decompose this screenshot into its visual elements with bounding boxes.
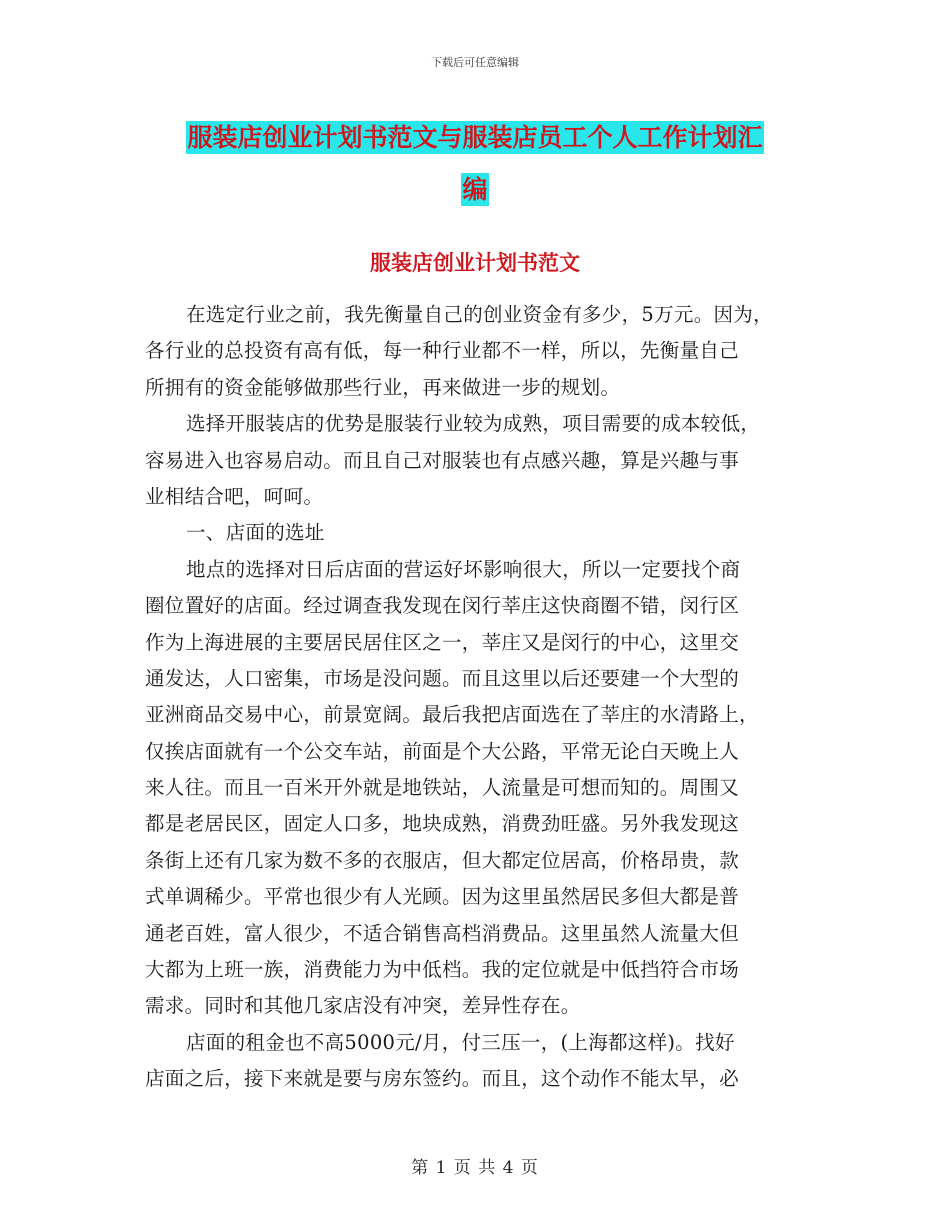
page-footer: 第 1 页 共 4 页 [411,1158,539,1178]
document-title-line-1: 服装店创业计划书范文与服装店员工个人工作计划汇 [187,123,763,152]
text-line: 地点的选择对日后店面的营运好坏影响很大，所以一定要找个商 [186,557,741,581]
text-line: 式单调稀少。平常也很少有人光顾。因为这里虽然居民多但大都是普 [145,885,740,909]
header-note: 下载后可任意编辑 [431,56,519,69]
text-line: 作为上海进展的主要居民居住区之一，莘庄又是闵行的中心，这里交 [145,630,740,654]
text-line: 店面之后，接下来就是要与房东签约。而且，这个动作不能太早，必 [145,1067,740,1091]
text-line: 各行业的总投资有高有低，每一种行业都不一样，所以，先衡量自己 [145,339,740,363]
text-line: 来人往。而且一百米开外就是地铁站，人流量是可想而知的。周围又 [145,776,740,800]
text-line: 通发达，人口密集，市场是没问题。而且这里以后还要建一个大型的 [145,666,740,690]
text-line: 选择开服装店的优势是服装行业较为成熟，项目需要的成本较低， [186,412,761,436]
text-line: 店面的租金也不高5000元/月，付三压一，(上海都这样)。找好 [186,1030,735,1054]
text-line: 都是老居民区，固定人口多，地块成熟，消费劲旺盛。另外我发现这 [145,812,740,836]
text-line: 在选定行业之前，我先衡量自己的创业资金有多少，5万元。因为， [186,303,773,326]
document-title-line-2: 编 [462,175,488,204]
body-text [145,297,845,1098]
text-line: 圈位置好的店面。经过调查我发现在闵行莘庄这快商圈不错，闵行区 [145,594,740,618]
text-line: 容易进入也容易启动。而且自己对服装也有点感兴趣，算是兴趣与事 [145,448,740,472]
text-line: 条街上还有几家为数不多的衣服店，但大都定位居高，价格昂贵，款 [145,848,740,872]
text-line: 所拥有的资金能够做那些行业，再来做进一步的规划。 [145,375,621,399]
text-line: 一、店面的选址 [186,521,325,545]
text-line: 亚洲商品交易中心，前景宽阔。最后我把店面选在了莘庄的水清路上， [145,703,759,727]
document-title [140,112,810,216]
text-line: 业相结合吧，呵呵。 [145,484,324,508]
text-line: 需求。同时和其他几家店没有冲突，差异性存在。 [145,994,581,1018]
section-title: 服装店创业计划书范文 [370,250,580,275]
text-line: 仅挨店面就有一个公交车站，前面是个大公路，平常无论白天晚上人 [145,739,740,763]
text-line: 大都为上班一族，消费能力为中低档。我的定位就是中低挡符合市场 [145,958,740,982]
text-line: 通老百姓，富人很少，不适合销售高档消费品。这里虽然人流量大但 [145,921,740,945]
